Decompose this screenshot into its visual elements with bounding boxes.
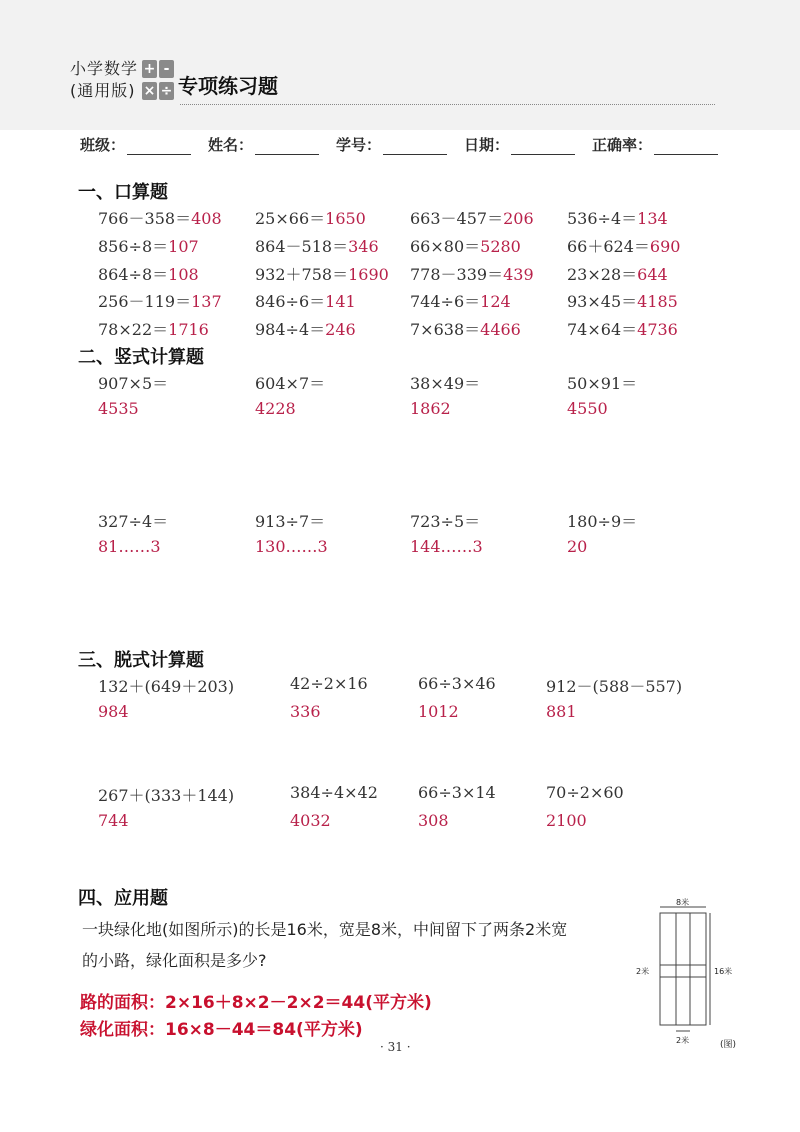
answer: 690 [649, 237, 681, 256]
id-field[interactable] [336, 134, 447, 155]
question: 913÷7＝ [255, 512, 326, 531]
question: 778－339＝ [410, 265, 504, 284]
plus-icon: + [143, 61, 156, 77]
page-number: · 31 · [380, 1040, 411, 1054]
problem [255, 289, 356, 312]
question: 132＋(649＋203) [98, 677, 235, 696]
problem-text-line1: 一块绿化地(如图所示)的长是16米，宽是8米，中间留下了两条2米宽 [82, 920, 568, 939]
question: 864÷8＝ [98, 265, 169, 284]
class-label: 班级： [80, 136, 126, 154]
problem [255, 262, 389, 285]
answer: 1690 [348, 265, 389, 284]
times-icon: × [143, 83, 156, 99]
answer-green-area: 绿化面积：16×8－44＝84(平方米) [80, 1020, 363, 1040]
label-road-width: 2米 [636, 967, 650, 976]
problem [567, 262, 668, 285]
problem [255, 317, 356, 340]
answer: 134 [637, 209, 668, 228]
answer: 108 [168, 265, 199, 284]
question: 907×5＝ [98, 374, 169, 393]
answer: 107 [168, 237, 199, 256]
answer: 408 [191, 209, 222, 228]
name-label: 姓名： [208, 136, 254, 154]
question: 267＋(333＋144) [98, 786, 235, 805]
worksheet-header [70, 58, 278, 102]
problem [410, 317, 521, 340]
answer: 4185 [637, 292, 678, 311]
answer: 2100 [546, 811, 587, 830]
question: 66×80＝ [410, 237, 481, 256]
problem [410, 234, 521, 257]
student-info-row [80, 134, 740, 158]
question: 384÷4×42 [290, 783, 378, 802]
answer: 984 [98, 702, 129, 721]
operators-logo [142, 60, 176, 104]
question: 604×7＝ [255, 374, 326, 393]
question: 256－119＝ [98, 292, 192, 311]
problem [567, 317, 678, 340]
divide-icon: ÷ [160, 83, 173, 99]
answer: 206 [503, 209, 534, 228]
id-blank[interactable] [383, 138, 447, 155]
question: 536÷4＝ [567, 209, 638, 228]
question: 846÷6＝ [255, 292, 326, 311]
answer: 4032 [290, 811, 331, 830]
date-label: 日期： [464, 136, 510, 154]
field-outline [660, 913, 706, 1025]
answer: 144……3 [410, 537, 483, 556]
answer: 336 [290, 702, 321, 721]
label-length: 16米 [714, 967, 733, 976]
question: 7×638＝ [410, 320, 481, 339]
answer: 881 [546, 702, 577, 721]
question: 663－457＝ [410, 209, 504, 228]
answer: 4550 [567, 399, 608, 418]
section-title-vertical: 二、竖式计算题 [78, 347, 204, 368]
answer: 20 [567, 537, 588, 556]
problem-text-line2: 的小路，绿化面积是多少? [82, 951, 267, 970]
answer: 130……3 [255, 537, 328, 556]
accuracy-label: 正确率： [592, 136, 653, 154]
question: 66＋624＝ [567, 237, 650, 256]
answer: 5280 [480, 237, 521, 256]
question: 327÷4＝ [98, 512, 169, 531]
figure-caption: (图) [720, 1040, 737, 1050]
answer: 246 [325, 320, 356, 339]
answer-road-area: 路的面积：2×16＋8×2－2×2＝44(平方米) [80, 993, 432, 1013]
problem [255, 234, 379, 257]
problem [410, 262, 534, 285]
answer: 81……3 [98, 537, 161, 556]
problem [567, 206, 668, 229]
answer: 1012 [418, 702, 459, 721]
question: 23×28＝ [567, 265, 638, 284]
class-blank[interactable] [127, 138, 191, 155]
section-title-mental: 一、口算题 [78, 182, 168, 203]
field-diagram [620, 895, 760, 1055]
problem [255, 206, 366, 229]
question: 932＋758＝ [255, 265, 349, 284]
question: 723÷5＝ [410, 512, 481, 531]
id-label: 学号： [336, 136, 382, 154]
minus-icon: - [159, 60, 174, 78]
problem [567, 234, 680, 257]
question: 856÷8＝ [98, 237, 169, 256]
problem [98, 234, 199, 257]
problem [567, 289, 678, 312]
date-field[interactable] [464, 134, 575, 155]
answer: 1650 [325, 209, 366, 228]
accuracy-field[interactable] [592, 134, 718, 155]
answer: 346 [348, 237, 379, 256]
answer: 4736 [637, 320, 678, 339]
question: 93×45＝ [567, 292, 638, 311]
answer: 744 [98, 811, 129, 830]
header-divider [180, 104, 715, 105]
answer: 4466 [480, 320, 521, 339]
name-blank[interactable] [255, 138, 319, 155]
page-title: 专项练习题 [178, 74, 278, 98]
section-title-stepwise: 三、脱式计算题 [78, 650, 204, 671]
question: 42÷2×16 [290, 674, 368, 693]
name-field[interactable] [208, 134, 319, 155]
question: 78×22＝ [98, 320, 169, 339]
question: 38×49＝ [410, 374, 481, 393]
label-road-width-bottom: 2米 [676, 1036, 690, 1045]
answer: 644 [637, 265, 668, 284]
question: 744÷6＝ [410, 292, 481, 311]
problem [98, 206, 222, 229]
question: 864－518＝ [255, 237, 349, 256]
header-subject: 小学数学 [70, 59, 139, 78]
problem [410, 206, 534, 229]
question: 66÷3×14 [418, 783, 496, 802]
answer: 141 [325, 292, 356, 311]
header-edition: (通用版) [70, 81, 136, 100]
question: 766－358＝ [98, 209, 192, 228]
answer: 4228 [255, 399, 296, 418]
problem [410, 289, 511, 312]
answer: 1862 [410, 399, 451, 418]
answer: 124 [480, 292, 511, 311]
label-width: 8米 [676, 898, 690, 907]
answer: 4535 [98, 399, 139, 418]
answer: 137 [191, 292, 222, 311]
question: 50×91＝ [567, 374, 638, 393]
answer: 1716 [168, 320, 209, 339]
question: 74×64＝ [567, 320, 638, 339]
class-field[interactable] [80, 134, 191, 155]
date-blank[interactable] [511, 138, 575, 155]
problem [98, 262, 199, 285]
question: 66÷3×46 [418, 674, 496, 693]
question: 912－(588－557) [546, 677, 683, 696]
accuracy-blank[interactable] [654, 138, 718, 155]
problem [98, 317, 209, 340]
answer: 308 [418, 811, 449, 830]
question: 70÷2×60 [546, 783, 624, 802]
problem [98, 289, 222, 312]
answer: 439 [503, 265, 534, 284]
question: 180÷9＝ [567, 512, 638, 531]
question: 984÷4＝ [255, 320, 326, 339]
section-title-word-problem: 四、应用题 [78, 888, 168, 909]
question: 25×66＝ [255, 209, 326, 228]
